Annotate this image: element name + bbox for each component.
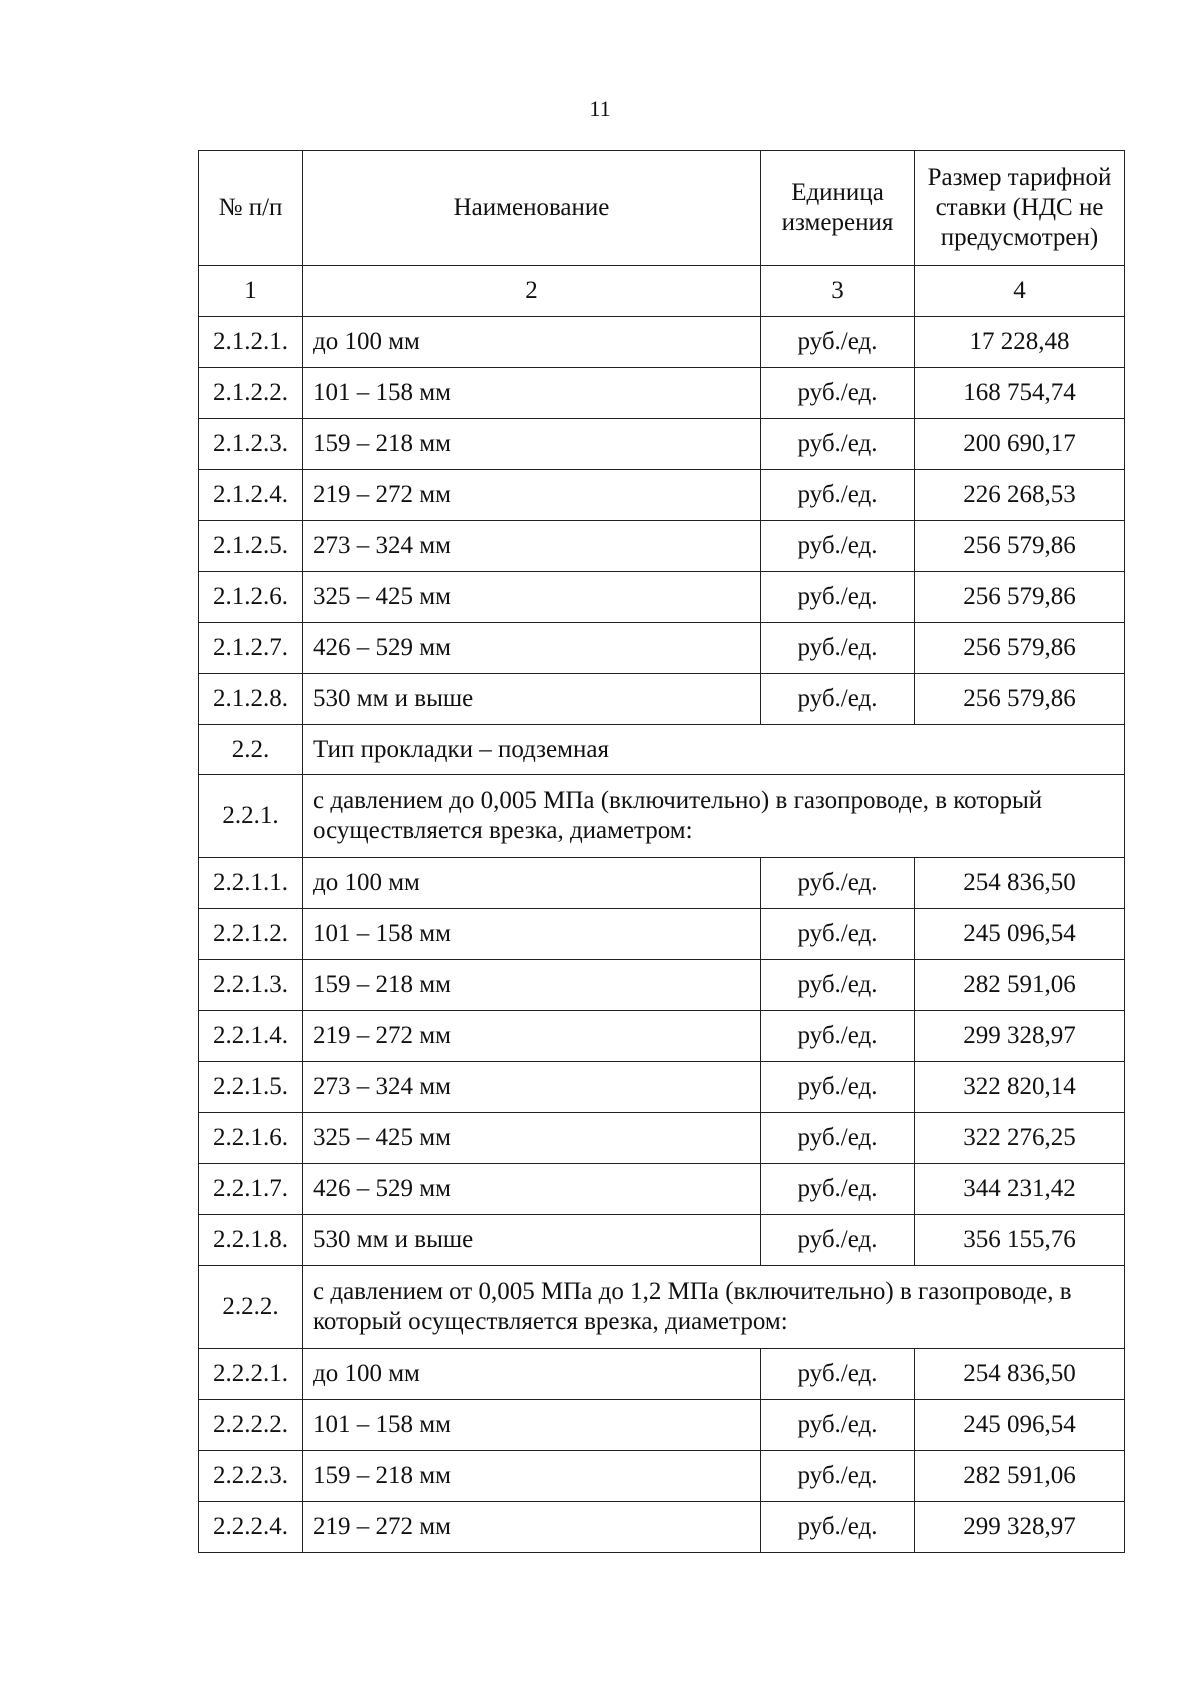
row-name: 325 – 425 мм [303,1113,761,1164]
table-row [199,1502,1125,1553]
row-rate: 356 155,76 [915,1215,1125,1266]
row-name: 159 – 218 мм [303,1451,761,1502]
table-row [199,674,1125,725]
row-rate: 245 096,54 [915,909,1125,960]
row-name: 325 – 425 мм [303,572,761,623]
row-unit: руб./ед. [761,960,915,1011]
row-name: 159 – 218 мм [303,960,761,1011]
row-number: 2.2.2.3. [199,1451,303,1502]
row-number: 2.2.1.1. [199,858,303,909]
row-rate: 254 836,50 [915,858,1125,909]
table-row [199,1451,1125,1502]
row-name: 426 – 529 мм [303,623,761,674]
table-row [199,368,1125,419]
header-unit: Единица измерения [761,151,915,266]
row-rate: 17 228,48 [915,317,1125,368]
row-rate: 344 231,42 [915,1164,1125,1215]
section-title: с давлением до 0,005 МПа (включительно) в газопроводе, в который осуществляется врезка, диаметром: [303,775,1125,858]
section-title: с давлением от 0,005 МПа до 1,2 МПа (включительно) в газопроводе, в который осуществляется врезка, диаметром: [303,1266,1125,1349]
row-rate: 322 276,25 [915,1113,1125,1164]
header-rate: Размер тарифной ставки (НДС не предусмотрен) [915,151,1125,266]
row-number: 2.2.1.3. [199,960,303,1011]
table-row [199,909,1125,960]
table-row [199,470,1125,521]
row-rate: 299 328,97 [915,1502,1125,1553]
row-name: 101 – 158 мм [303,1400,761,1451]
column-number: 2 [303,266,761,317]
row-number: 2.1.2.1. [199,317,303,368]
row-unit: руб./ед. [761,674,915,725]
row-number: 2.1.2.3. [199,419,303,470]
table-row [199,1113,1125,1164]
row-unit: руб./ед. [761,572,915,623]
row-unit: руб./ед. [761,909,915,960]
row-rate: 226 268,53 [915,470,1125,521]
row-number: 2.2.2.4. [199,1502,303,1553]
row-number: 2.1.2.4. [199,470,303,521]
row-number: 2.2.1.6. [199,1113,303,1164]
table-row [199,521,1125,572]
row-rate: 256 579,86 [915,674,1125,725]
section-number: 2.2.1. [199,775,303,858]
row-rate: 299 328,97 [915,1011,1125,1062]
row-name: 101 – 158 мм [303,368,761,419]
row-unit: руб./ед. [761,623,915,674]
row-rate: 245 096,54 [915,1400,1125,1451]
table-row [199,1062,1125,1113]
row-name: до 100 мм [303,317,761,368]
row-rate: 256 579,86 [915,623,1125,674]
table-row [199,317,1125,368]
row-name: 219 – 272 мм [303,1011,761,1062]
page-number: 11 [589,96,611,121]
row-number: 2.2.1.2. [199,909,303,960]
table-row [199,960,1125,1011]
row-rate: 322 820,14 [915,1062,1125,1113]
row-name: 530 мм и выше [303,1215,761,1266]
table-row [199,623,1125,674]
row-unit: руб./ед. [761,1062,915,1113]
row-number: 2.2.1.7. [199,1164,303,1215]
table-row [199,419,1125,470]
tariff-table [198,150,1125,1553]
row-unit: руб./ед. [761,1164,915,1215]
section-number: 2.2. [199,725,303,775]
row-number: 2.1.2.5. [199,521,303,572]
row-number: 2.1.2.8. [199,674,303,725]
row-unit: руб./ед. [761,1349,915,1400]
row-rate: 256 579,86 [915,572,1125,623]
row-unit: руб./ед. [761,1502,915,1553]
section-row [199,1266,1125,1349]
table-row [199,1215,1125,1266]
row-number: 2.2.2.1. [199,1349,303,1400]
row-number: 2.2.2.2. [199,1400,303,1451]
row-name: 219 – 272 мм [303,470,761,521]
row-rate: 168 754,74 [915,368,1125,419]
row-number: 2.1.2.6. [199,572,303,623]
table-row [199,572,1125,623]
row-rate: 282 591,06 [915,960,1125,1011]
row-name: 219 – 272 мм [303,1502,761,1553]
table-header-row [199,151,1125,266]
row-rate: 256 579,86 [915,521,1125,572]
header-num: № п/п [199,151,303,266]
header-name: Наименование [303,151,761,266]
column-number: 3 [761,266,915,317]
row-unit: руб./ед. [761,1451,915,1502]
column-number: 4 [915,266,1125,317]
row-unit: руб./ед. [761,1215,915,1266]
row-rate: 254 836,50 [915,1349,1125,1400]
row-number: 2.2.1.8. [199,1215,303,1266]
table-row [199,1400,1125,1451]
table-row [199,858,1125,909]
row-unit: руб./ед. [761,521,915,572]
row-number: 2.2.1.5. [199,1062,303,1113]
row-unit: руб./ед. [761,317,915,368]
column-numbers-row [199,266,1125,317]
row-unit: руб./ед. [761,1113,915,1164]
table-row [199,1349,1125,1400]
row-unit: руб./ед. [761,470,915,521]
row-number: 2.1.2.2. [199,368,303,419]
column-number: 1 [199,266,303,317]
row-unit: руб./ед. [761,368,915,419]
row-name: 273 – 324 мм [303,1062,761,1113]
row-number: 2.2.1.4. [199,1011,303,1062]
row-name: 159 – 218 мм [303,419,761,470]
section-row [199,725,1125,775]
row-number: 2.1.2.7. [199,623,303,674]
row-unit: руб./ед. [761,1011,915,1062]
row-unit: руб./ед. [761,419,915,470]
row-name: 101 – 158 мм [303,909,761,960]
row-name: 426 – 529 мм [303,1164,761,1215]
row-name: до 100 мм [303,858,761,909]
row-unit: руб./ед. [761,1400,915,1451]
row-name: до 100 мм [303,1349,761,1400]
section-number: 2.2.2. [199,1266,303,1349]
table-body [199,317,1125,1553]
row-rate: 282 591,06 [915,1451,1125,1502]
section-row [199,775,1125,858]
row-name: 273 – 324 мм [303,521,761,572]
table-row [199,1164,1125,1215]
section-title: Тип прокладки – подземная [303,725,1125,775]
row-name: 530 мм и выше [303,674,761,725]
row-rate: 200 690,17 [915,419,1125,470]
row-unit: руб./ед. [761,858,915,909]
table-row [199,1011,1125,1062]
